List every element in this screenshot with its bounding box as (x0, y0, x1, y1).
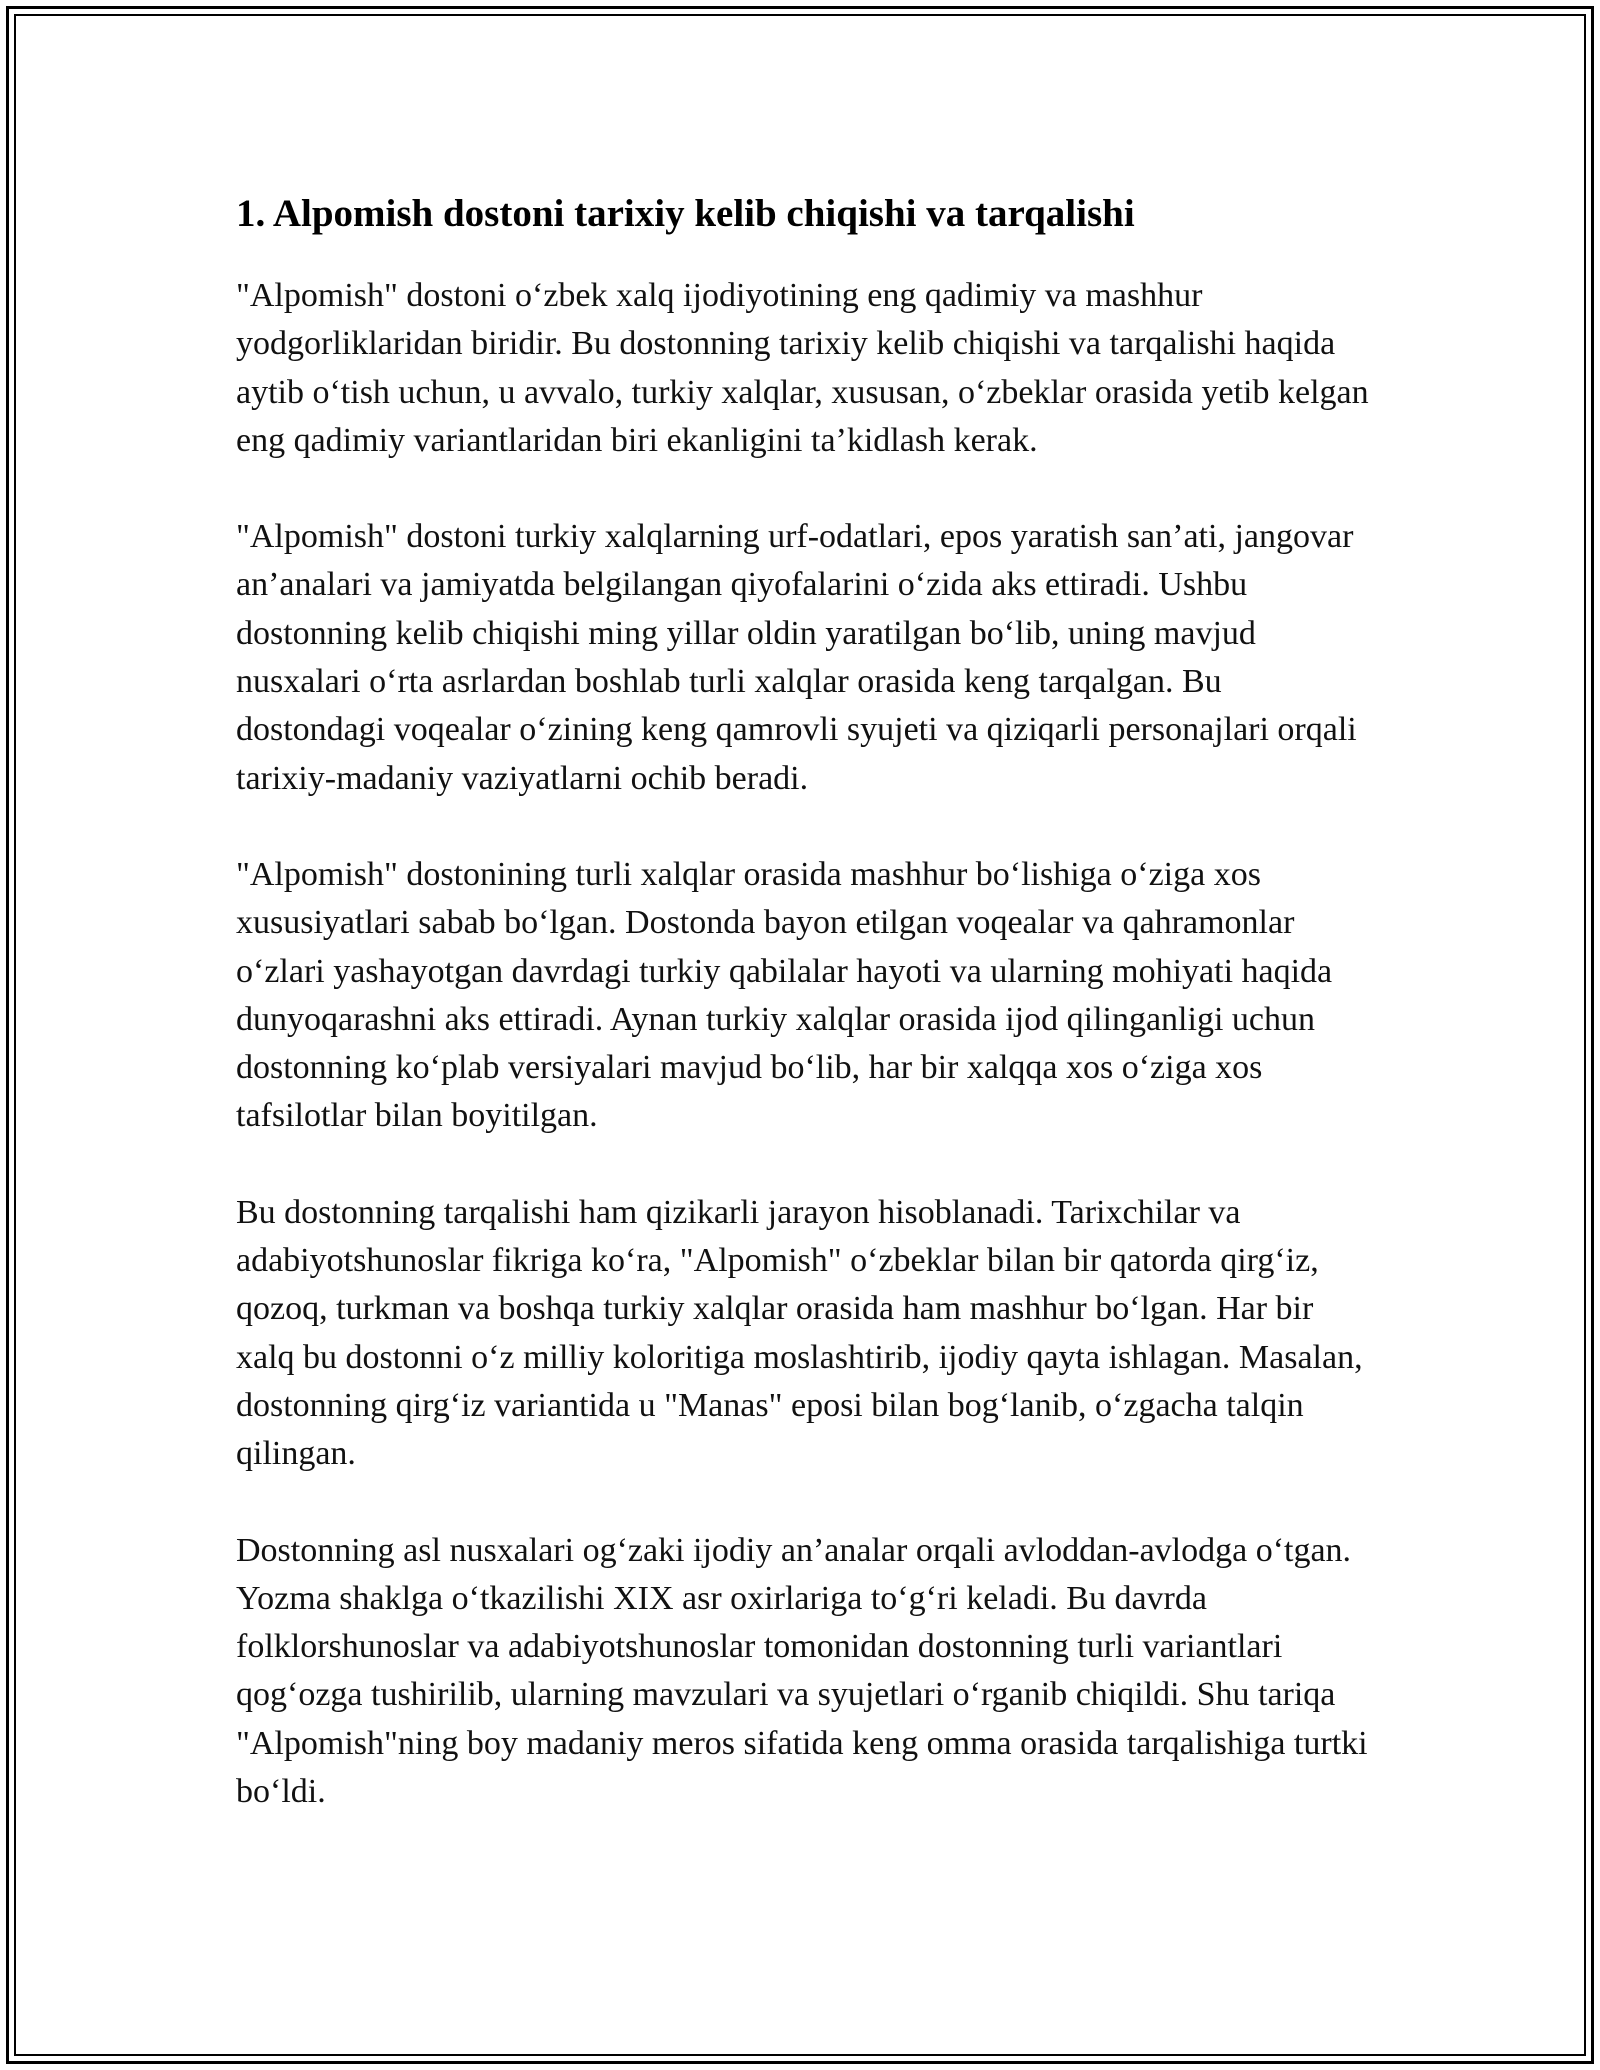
paragraph-5: Dostonning asl nusxalari og‘zaki ijodiy an’analar orqali avloddan-avlodga o‘tgan. Yozma shaklga o‘tkazilishi XIX asr oxirlariga to‘g‘ri keladi. Bu davrda folklorshunoslar va adabiyotshunoslar tomonidan dostonning turli variantlari qog‘ozga tushirilib, ularning mavzulari va syujetlari o‘rganib chiqildi. Shu tariqa "Alpomish"ning boy madaniy meros sifatida keng omma orasida tarqalishiga turtki bo‘ldi. (236, 1531, 1368, 1811)
paragraph-4: Bu dostonning tarqalishi ham qizikarli jarayon hisoblanadi. Tarixchilar va adabiyotshunoslar fikriga ko‘ra, "Alpomish" o‘zbeklar bilan bir qatorda qirg‘iz, qozoq, turkman va boshqa turkiy xalqlar orasida ham mashhur bo‘lgan. Har bir xalq bu dostonni o‘z milliy koloritiga moslashtirib, ijodiy qayta ishlagan. Masalan, dostonning qirg‘iz variantida u "Manas" eposi bilan bog‘lanib, o‘zgacha talqin qilingan. (236, 1193, 1363, 1473)
paragraph-3: "Alpomish" dostonining turli xalqlar orasida mashhur bo‘lishiga o‘ziga xos xususiyatlari sabab bo‘lgan. Dostonda bayon etilgan voqealar va qahramonlar o‘zlari yashayotgan davrdagi turkiy qabilalar hayoti va ularning mohiyati haqida dunyoqarashni aks ettiradi. Aynan turkiy xalqlar orasida ijod qilinganligi uchun dostonning ko‘plab versiyalari mavjud bo‘lib, har bir xalqqa xos o‘ziga xos tafsilotlar bilan boyitilgan. (236, 855, 1333, 1135)
document-body (236, 186, 1376, 1864)
paragraph-1: "Alpomish" dostoni o‘zbek xalq ijodiyotining eng qadimiy va mashhur yodgorliklaridan biridir. Bu dostonning tarixiy kelib chiqishi va tarqalishi haqida aytib o‘tish uchun, u avvalo, turkiy xalqlar, xususan, o‘zbeklar orasida yetib kelgan eng qadimiy variantlaridan biri ekanligini ta’kidlash kerak. (236, 277, 1369, 459)
paragraph-2: "Alpomish" dostoni turkiy xalqlarning urf-odatlari, epos yaratish san’ati, jangovar an’analari va jamiyatda belgilangan qiyofalarini o‘zida aks ettiradi. Ushbu dostonning kelib chiqishi ming yillar oldin yaratilgan bo‘lib, uning mavjud nusxalari o‘rta asrlardan boshlab turli xalqlar orasida keng tarqalgan. Bu dostondagi voqealar o‘zining keng qamrovli syujeti va qiziqarli personajlari orqali tarixiy-madaniy vaziyatlarni ochib beradi. (236, 518, 1357, 797)
section-heading: 1. Alpomish dostoni tarixiy kelib chiqishi va tarqalishi (236, 192, 1135, 235)
